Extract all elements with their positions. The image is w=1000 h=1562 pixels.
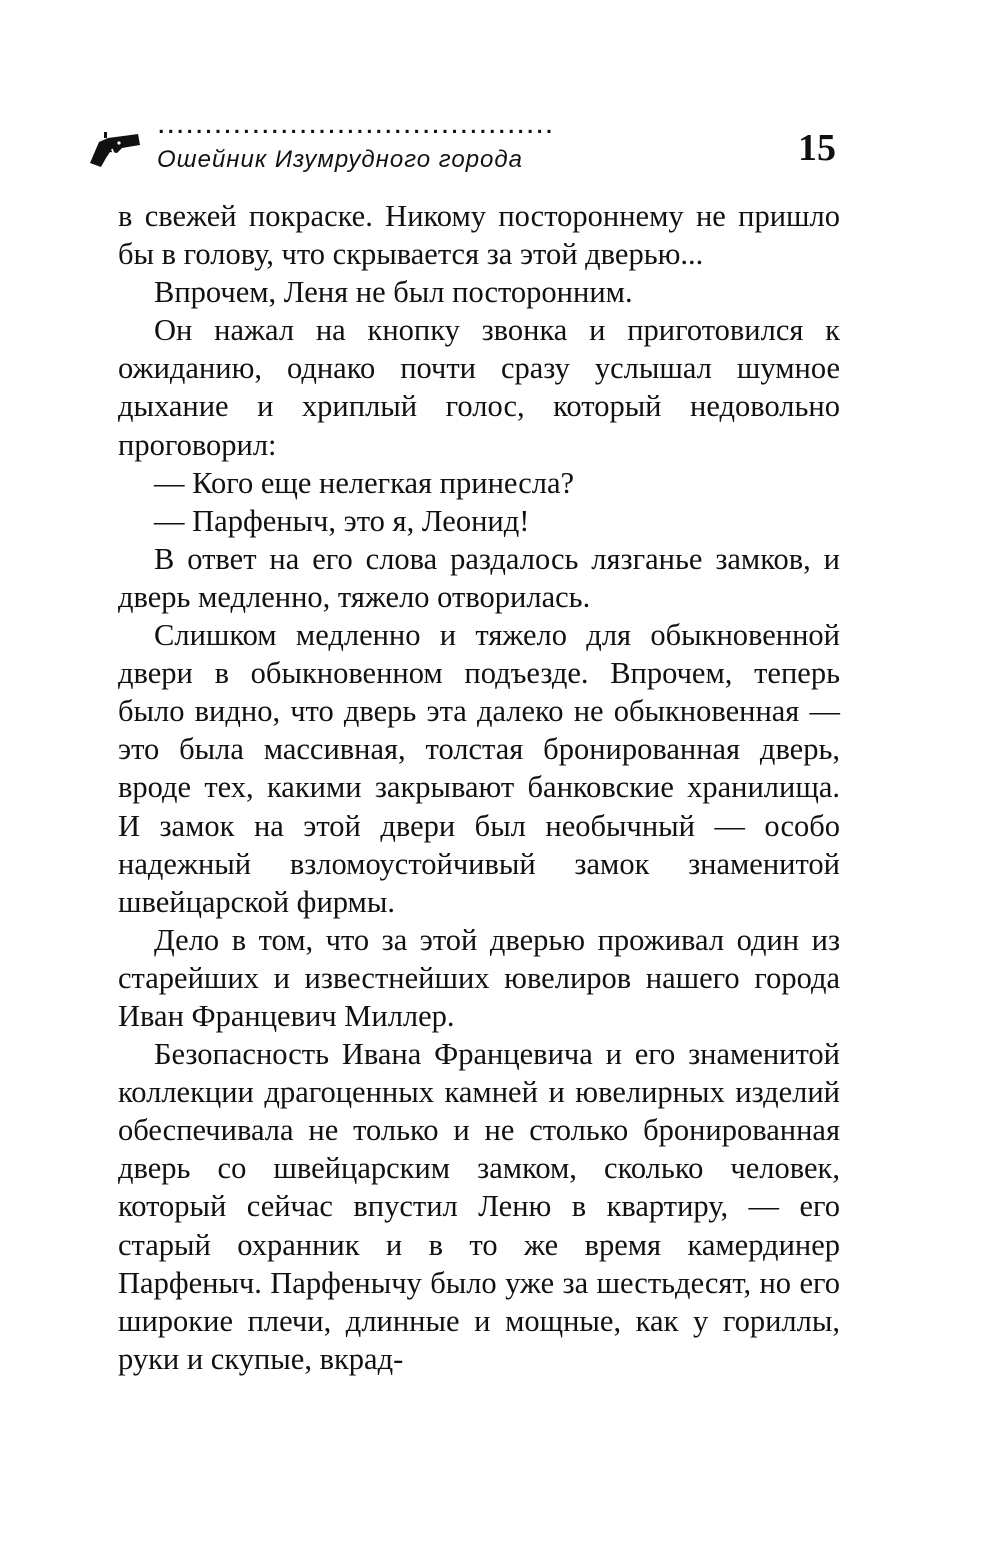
paragraph: В ответ на его слова раздалось лязганье замков, и дверь медленно, тяжело отворилась. bbox=[118, 541, 840, 614]
paragraph: Слишком медленно и тяжело для обыкновенной двери в обыкновенном подъезде. Впрочем, теперь было видно, что дверь эта далеко не обыкновенная — это была массивная, толстая бронированная дверь, вроде тех, какими закрывают банковские хранилища. И замок на этой двери был необычный — особо надежный взломоустойчивый замок знаменитой швейцарской фирмы. bbox=[118, 618, 840, 919]
page-number: 15 bbox=[798, 127, 836, 169]
revolver-icon bbox=[86, 130, 142, 170]
paragraph: Впрочем, Леня не был посторонним. bbox=[154, 275, 633, 310]
body-text bbox=[118, 197, 840, 1378]
paragraph: Дело в том, что за этой дверью проживал один из старейших и известнейших ювелиров нашего города Иван Францевич Миллер. bbox=[118, 922, 840, 1033]
paragraph: Он нажал на кнопку звонка и приготовился к ожиданию, однако почти сразу услышал шумное дыхание и хриплый голос, который недовольно проговорил: bbox=[118, 313, 840, 462]
dialogue-line: — Парфеныч, это я, Леонид! bbox=[154, 503, 530, 538]
header-dot-leader: .......................................... bbox=[158, 118, 556, 138]
page-header bbox=[0, 0, 1000, 200]
paragraph: в свежей покраске. Никому постороннему не пришло бы в голову, что скрывается за этой дверью... bbox=[118, 199, 840, 272]
paragraph: Безопасность Ивана Францевича и его знаменитой коллекции драгоценных камней и ювелирных изделий обеспечивала не только и не столько бронированная дверь со швейцарским замком, сколько человек, который сейчас впустил Леню в квартиру, — его старый охранник и в то же время камердинер Парфеныч. Парфенычу было уже за шестьдесят, но его широкие плечи, длинные и мощные, как у гориллы, руки и скупые, вкрад- bbox=[118, 1037, 840, 1376]
running-title: Ошейник Изумрудного города bbox=[157, 146, 523, 173]
dialogue-line: — Кого еще нелегкая принесла? bbox=[154, 465, 575, 500]
